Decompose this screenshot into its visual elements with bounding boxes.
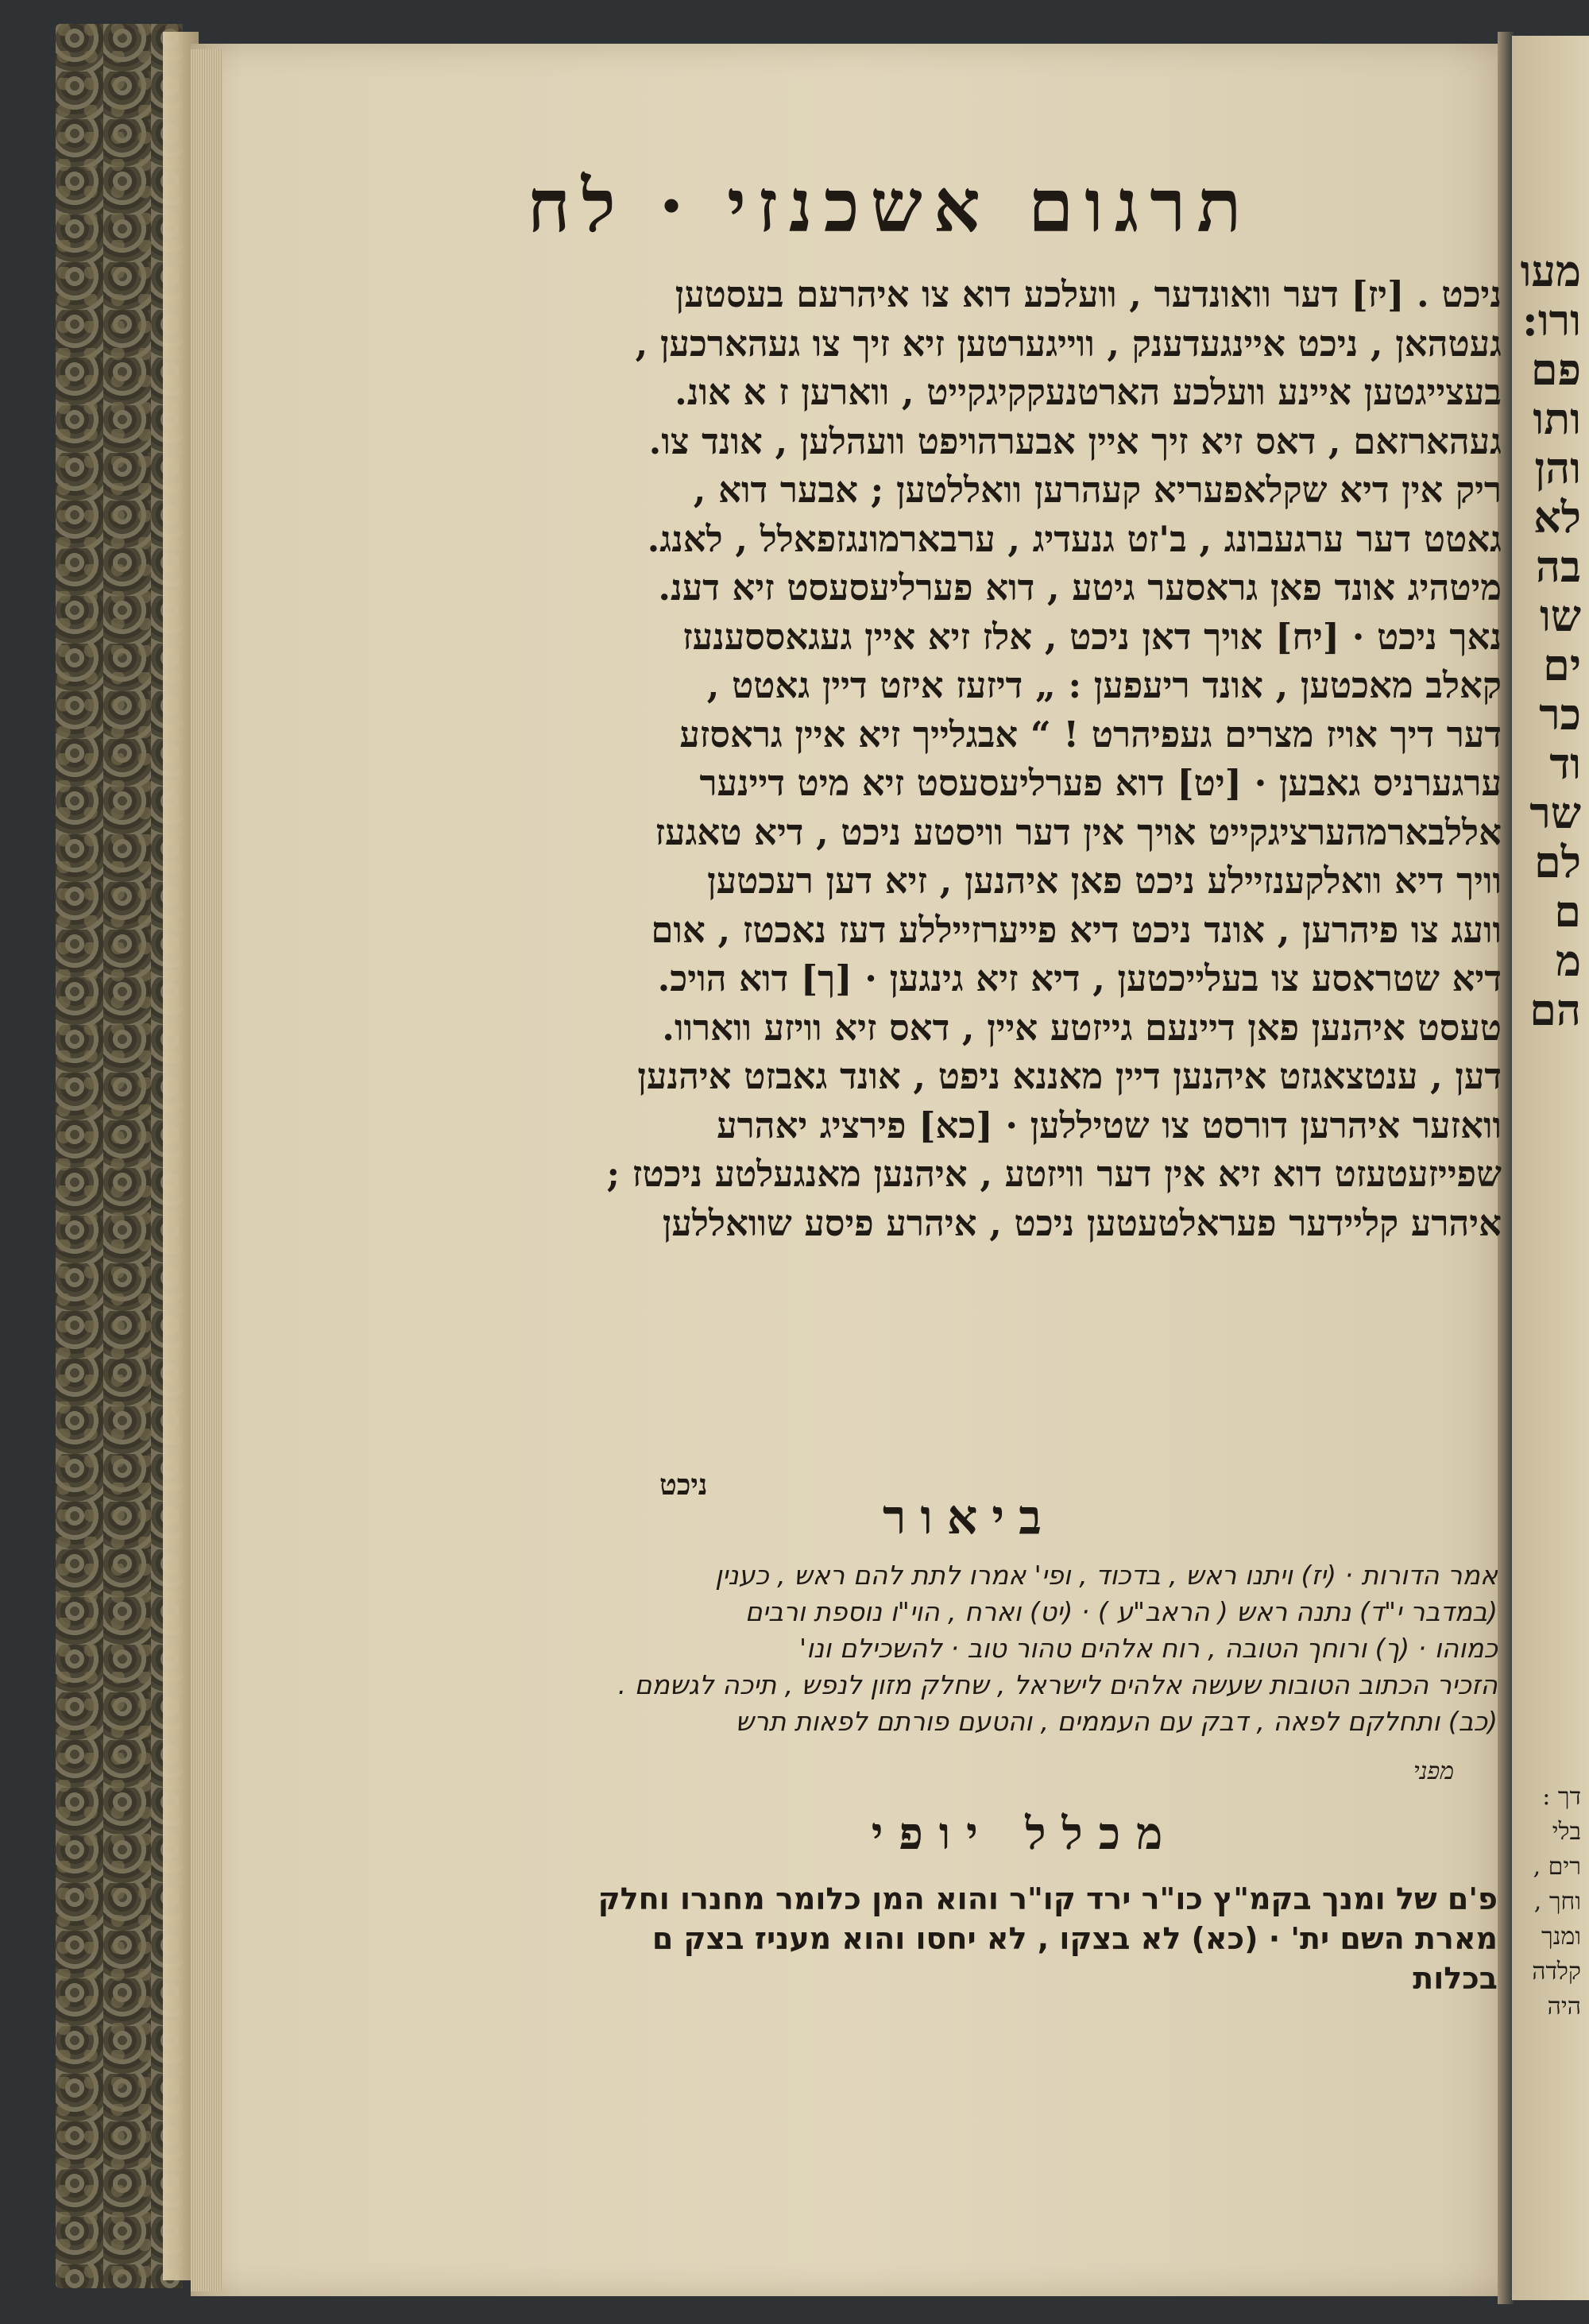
right-page-line: פם — [1530, 344, 1581, 395]
text-line: נאך ניכט · [יח] אויך דאן ניכט , אלז זיא איין געגאססענעז — [682, 615, 1502, 658]
commentary-text — [433, 1557, 1498, 1740]
right-page-line: הם — [1529, 984, 1581, 1035]
right-page-line: לם — [1534, 837, 1581, 887]
page-stack — [191, 49, 222, 2291]
right-page-line: ורו: — [1521, 295, 1581, 346]
right-page-line: מ — [1555, 935, 1581, 986]
text-line: איהרע קליידער פעראלטעטען ניכט , איהרע פיסע שוואללען — [662, 1201, 1502, 1244]
right-page-line: רים , — [1533, 1853, 1581, 1881]
right-page-small-text — [1512, 1780, 1589, 2024]
right-page-line: היה — [1547, 1993, 1581, 2020]
commentary-line: פ'ם של ומנך בקמ"ץ כו"ר ירד קו"ר והוא המן כלומר מחנרו וחלק — [597, 1881, 1498, 1916]
catchword: ניכט — [659, 1468, 708, 1502]
right-page-line: וחך , — [1533, 1888, 1581, 1916]
right-page-line: ים — [1543, 640, 1581, 690]
text-line: ערגערניס גאבען · [יט] דוא פערליעסעסט זיא מיט דיינער — [699, 762, 1502, 804]
running-header — [445, 163, 1335, 249]
right-page-line: שר — [1529, 787, 1581, 838]
right-page-line: בה — [1535, 541, 1581, 592]
text-line: שפייזעטעזט דוא זיא אין דער וויזטע , איהנען מאנגעלטע ניכטז ; — [606, 1153, 1502, 1195]
right-page-line: והן — [1534, 443, 1581, 493]
right-page-line: קלדה — [1532, 1958, 1581, 1986]
header-separator: · — [658, 163, 695, 249]
text-line: ניכט . [יז] דער וואונדער , וועלכע דוא צו איהרעם בעסטען — [675, 273, 1502, 315]
text-line: טעסט איהנען פאן דיינעם גייזטע איין , דאס זיא וויזע ווארוו. — [662, 1006, 1502, 1049]
text-line: געהארזאם , דאס זיא זיך איין אבערהויפט וועהלען , אונד צו. — [648, 420, 1502, 462]
right-page-line: בלי — [1552, 1818, 1581, 1846]
commentary-line: מארת השם ית' · (כא) לא בצקו , לא יחסו והוא מעניז בצק ם — [651, 1921, 1498, 1956]
commentary-line: הזכיר הכתוב הטובות שעשה אלהים לישראל , שחלק מזון לנפש , תיכה לגשמם . — [617, 1669, 1498, 1700]
right-page-line: כר — [1539, 689, 1581, 740]
right-page-fragment — [1512, 36, 1589, 2300]
text-line: וויך דיא וואלקענזיילע ניכט פאן איהנען , זיא דען רעכטען — [707, 860, 1502, 902]
right-page-line: ומנך — [1541, 1923, 1581, 1951]
second-commentary-text — [445, 1879, 1498, 1998]
commentary-line: כמוהו · (ך) ורוחך הטובה , רוח אלהים טהור טוב · להשכילם ונו' — [798, 1633, 1498, 1664]
right-page-line: שו — [1539, 590, 1581, 641]
right-page-text — [1512, 246, 1589, 1034]
text-line: ריק אין דיא שקלאפעריא קעהרען וואללטען ; אבער דוא , — [693, 469, 1502, 511]
commentary-line: בכלות — [1413, 1961, 1498, 1996]
right-page-line: לא — [1533, 492, 1581, 543]
right-page-line: ם — [1554, 886, 1581, 937]
commentary-line: (כב) ותחלקם לפאה , דבק עם העממים , והטעם פורתם לפאות תרש — [735, 1706, 1498, 1737]
translation-text — [421, 270, 1502, 1247]
right-page-line: מעו — [1520, 246, 1581, 296]
text-line: דיא שטראסע צו בעלייכטען , דיא זיא גינגען · [ך] דוא הויכ. — [657, 957, 1502, 1000]
right-page-line: ותו — [1533, 393, 1581, 444]
right-page-line: דך : — [1542, 1783, 1581, 1811]
commentary-heading: ביאור — [883, 1490, 1056, 1545]
text-line: בעצייגטען איינע וועלכע הארטנעקקיגקייט , ווארען ז א אונ. — [675, 371, 1502, 413]
page-number: לח — [527, 163, 627, 249]
text-line: וואזער איהרען דורסט צו שטיללען · [כא] פירציג יאהרע — [717, 1104, 1502, 1147]
text-line: גאטט דער ערגעבונג , ב'זט גנעדיג , ערבארמונגזפאלל , לאנג. — [647, 517, 1502, 560]
right-page-line: וד — [1549, 738, 1581, 789]
second-commentary-heading: מכלל יופי — [871, 1808, 1179, 1860]
text-line: געטהאן , ניכט איינגעדענק , ווייגערטען זיא זיך צו געהארכען , — [635, 322, 1502, 365]
text-line: דער דיך אויז מצרים געפיהרט ! “ אבגלייך זיא איין גראסזע — [679, 713, 1502, 756]
commentary-line: אמר הדורות · (יז) ויתנו ראש , בדכוד , ופי' אמרו לתת להם ראש , כענין — [715, 1560, 1498, 1591]
text-line: קאלב מאכטען , אונד ריעפען : „ דיזעז איזט דיין גאטט , — [706, 664, 1502, 706]
text-line: מיטהיג אונד פאן גראסער גיטע , דוא פערליעסעסט זיא דענ. — [658, 566, 1502, 609]
header-title: תרגום אשכנזי — [727, 163, 1253, 249]
commentary-line: (במדבר י"ד) נתנה ראש ( הראב"ע ) · (יט) וארח , הוי"ו נוספת ורבים — [744, 1596, 1498, 1627]
text-line: דען , ענטצאגזט איהנען דיין מאננא ניפט , אונד גאבזט איהנען — [637, 1055, 1502, 1097]
text-line: אללבארמהערציגקייט אויך אין דער וויסטע ניכט , דיא טאגעז — [655, 810, 1502, 853]
text-line: וועג צו פיהרען , אונד ניכט דיא פייערזייללע דעז נאכטז , אום — [651, 908, 1502, 951]
commentary-catchword: מפני — [1413, 1758, 1454, 1785]
